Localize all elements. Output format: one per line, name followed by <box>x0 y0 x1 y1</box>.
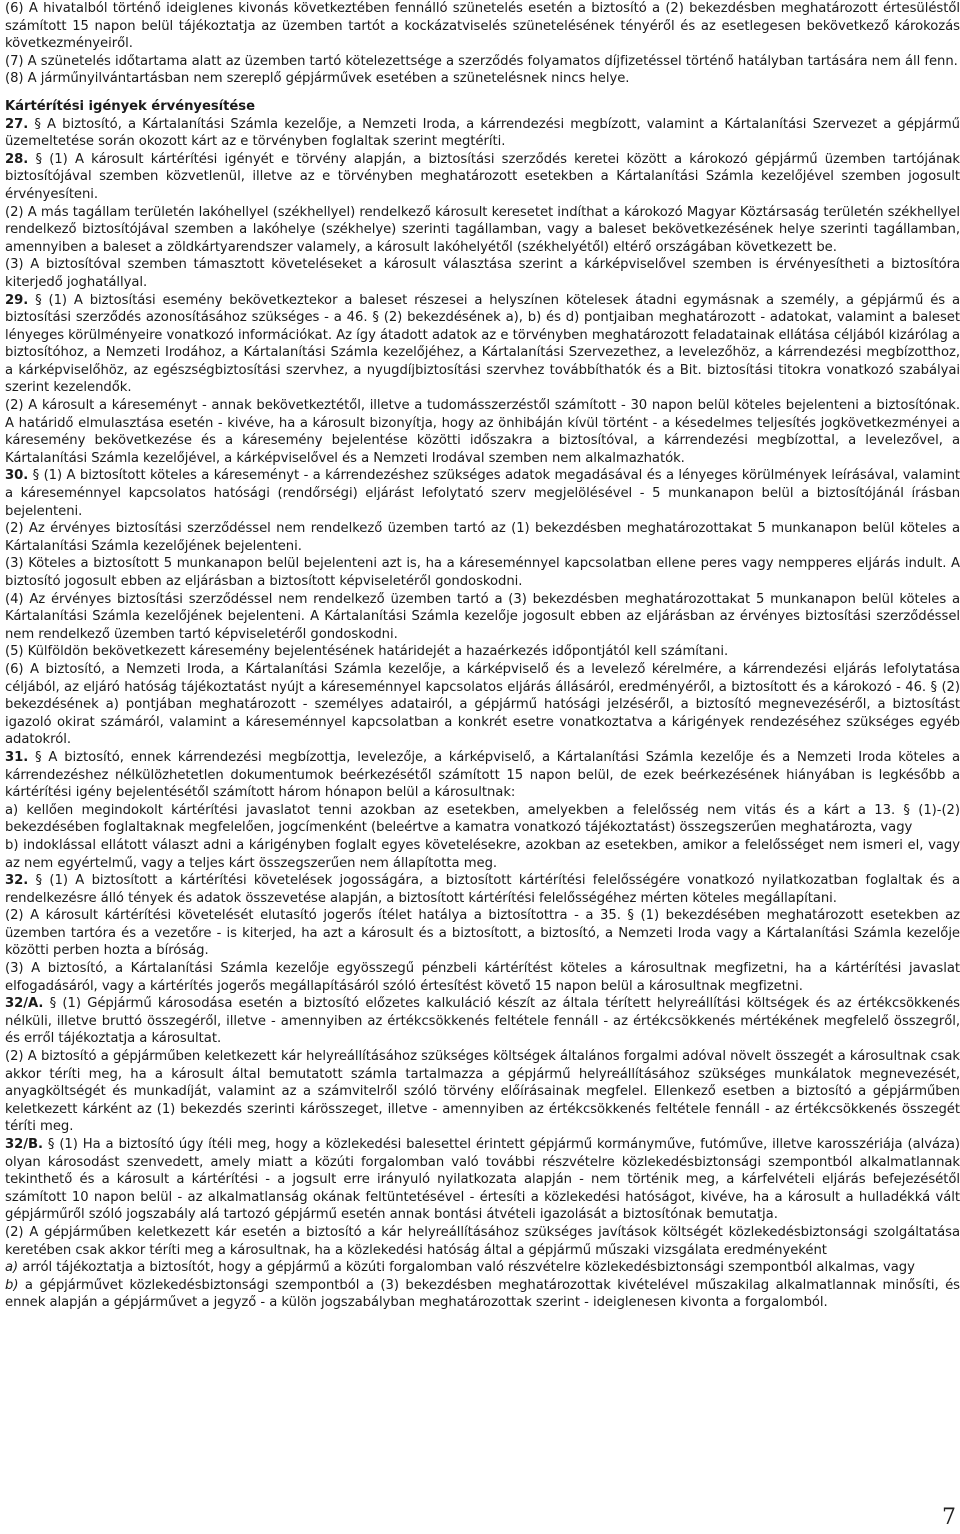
paragraph-text: § (1) A biztosítási esemény bekövetkeztekor a baleset részesei a helyszínen kötelesek átadni egymásnak a személy, a gépjármű és a biztosítási szerződés azonosításához szükséges - a 46. § (2) bekezdésének a), b) és d) pontjaiban meghatározott - adatokat, valamint a baleset lényeges körülményeire vonatkozó információkat. Az így átadott adatok az e törvényben meghatározott feladatainak ellátása céljából kizárólag a biztosítóhoz, a Nemzeti Irodához, a Kártalanítási Számla kezelőjéhez, a Kártalanítási Szervezethez, a levelezőhöz, a kárrendezési megbízotthoz, a kárképviselőhöz, az egészségbiztosítási szervhez, a nyugdíjbiztosítási szervhez továbbíthatók és a Bit. biztosítási titokra vonatkozó szabályai szerint kezelendők. <box>5 292 960 396</box>
paragraph-text: (3) Köteles a biztosított 5 munkanapon belül bejelenteni azt is, ha a káreseménnyel kapcsolatban ellene peres vagy nempperes eljárás indult. A biztosító jogosult ebben az eljárásban a biztosított képviseletéről gondoskodni. <box>5 556 960 589</box>
paragraph <box>5 960 960 995</box>
section-number: 29. <box>5 292 29 308</box>
paragraph-text: (2) A biztosító a gépjárműben keletkezett kár helyreállításához szükséges költségek általános forgalmi adóval növelt összegét a károsultnak csak akkor téríti meg, ha a károsult által bemutatott számla tartalmazza a gépjármű helyreállításához szükséges munkálatok megnevezését, anyagköltségét és munkadíját, valamint az a számvitelről szóló törvény előírásainak megfelel. Ellenkező esetben a biztosító a gépjárműben keletkezett kárként az (1) bekezdés szerinti kárösszeget, illetve - amennyiben az értékcsökkenés feltétele fennáll - az értékcsökkenés összegét téríti meg. <box>5 1049 960 1135</box>
section-number: 30. <box>5 468 29 484</box>
paragraph-text: (4) Az érvényes biztosítási szerződéssel nem rendelkező üzemben tartó a (3) bekezdésben meghatározottakat 5 munkanapon belül köteles a Kártalanítási Számla kezelőjének bejelenteni. A Kártalanítási Számla kezelője jogosult ebben az eljárásban az érvényes biztosítási szerződéssel nem rendelkező üzemben tartó képviseletéről gondoskodni. <box>5 591 960 642</box>
paragraph-text: (8) A járműnyilvántartásban nem szereplő gépjárművek esetében a szünetelésnek nincs helye. <box>5 71 630 87</box>
paragraph-text: (2) A károsult kártérítési követelését elutasító jogerős ítélet hatálya a biztosítottra - a 35. § (1) bekezdésében meghatározott esetekben az üzemben tartóra és a vezetőre - is kiterjed, ha azt a károsult és a biztosított, a biztosító, a Nemzeti Iroda vagy a Kártalanítási Számla kezelője közötti perben hozta a bíróság. <box>5 908 960 959</box>
paragraph <box>5 995 960 1048</box>
paragraph <box>5 1224 960 1259</box>
paragraph-text: (3) A biztosítóval szemben támasztott követeléseket a károsult választása szerint a kárképviselővel szemben is érvényesítheti a biztosítóra kiterjedő joghatállyal. <box>5 257 960 290</box>
paragraph-text: (7) A szünetelés időtartama alatt az üzemben tartó kötelezettsége a szerződés folyamatos díjfizetéssel történő hatályban tartására nem áll fenn. <box>5 53 958 69</box>
paragraph <box>5 802 960 837</box>
paragraph <box>5 1048 960 1136</box>
paragraph <box>5 643 960 661</box>
paragraph <box>5 53 960 71</box>
paragraph-text: § A biztosító, a Kártalanítási Számla kezelője, a Nemzeti Iroda, a kárrendezési megbízott, valamint a Kártalanítási Szervezet a gépjármű üzemeltetése során okozott kárt az e törvényben foglaltak szerint megtéríti. <box>5 116 960 150</box>
paragraph <box>5 204 960 257</box>
paragraph <box>5 591 960 644</box>
section-number: 27. <box>5 116 29 132</box>
paragraph-text: a gépjárművet közlekedésbiztonsági szempontból a (3) bekezdésben meghatározottak kivételével műszakilag alkalmatlannak minősíti, és ennek alapján a gépjárművet a jegyző - a külön jogszabályban meghatározottak szerint - ideiglenesen kivonta a forgalomból. <box>5 1277 960 1311</box>
section-number: 31. <box>5 749 29 765</box>
paragraph <box>5 749 960 802</box>
list-marker: b) <box>5 1277 19 1293</box>
section-number: 32/A. <box>5 996 44 1012</box>
paragraph-text: § (1) Ha a biztosító úgy ítéli meg, hogy a közlekedési balesettel érintett gépjármű kormányműve, futóműve, illetve karosszériája (alváza) olyan károsodást szenvedett, amely miatt a közúti forgalomban való további részvételre közlekedésbiztonsági szempontból alkalmatlannak tekinthető és a károsult a kártérítési - a jogsult erre irányuló nyilatkozata alapján - nem történik meg, a kárfelvételi eljárás befejezésétől számított 10 napon belül - az alkalmatlanság okának feltüntetésével - értesíti a közlekedési hatóságot, kivéve, ha a károsult a hulladékká vált gépjárműről szóló jogszabály alá tartozó gépjármű esetén annak bontási átvételi igazolását a biztosítónak bemutatja. <box>5 1137 960 1223</box>
paragraph <box>5 0 960 53</box>
paragraph <box>5 397 960 467</box>
section-heading: Kártérítési igények érvényesítése <box>5 98 255 114</box>
paragraph-text: (2) A más tagállam területén lakóhellyel (székhellyel) rendelkező károsult keresetet indíthat a károkozó Magyar Köztársaság területén székhellyel rendelkező biztosítójával szemben a lakóhelye (székhelye) szerinti tagállamban, vagy a baleset bekövetkezésének helye szerinti tagállamban, amennyiben a baleset a zöldkártyarendszer valamely, a károsult lakóhelyétől (székhelyétől) eltérő országában következett be. <box>5 204 960 255</box>
paragraph-text: (2) Az érvényes biztosítási szerződéssel nem rendelkező üzemben tartó az (1) bekezdésben meghatározottakat 5 munkanapon belül köteles a Kártalanítási Számla kezelőjének bejelenteni. <box>5 521 960 554</box>
paragraph-text: arról tájékoztatja a biztosítót, hogy a gépjármű a közúti forgalomban való részvételre közlekedésbiztonsági szempontból alkalmas, vagy <box>18 1260 915 1276</box>
paragraph-text: § (1) A károsult kártérítési igényét e törvény alapján, a biztosítási szerződés keretei között a károkozó gépjármű üzemben tartójának biztosítójával szemben közvetlenül, illetve az e törvényben meghatározott esetekben a Kártalanítási Számla kezelőjével szemben jogosult érvényesíteni. <box>5 151 960 202</box>
paragraph-text: b) indoklással ellátott választ adni a kárigényben foglalt egyes követelésekre, azokban az esetekben, amikor a felelősséget nem ismeri el, vagy az nem egyértelmű, vagy a teljes kárt összegszerűen nem állapította meg. <box>5 837 960 871</box>
paragraph <box>5 1136 960 1224</box>
page-number: 7 <box>942 1505 956 1530</box>
paragraph <box>5 837 960 872</box>
paragraph-text: § A biztosító, ennek kárrendezési megbízottja, levelezője, a kárképviselő, a Kártalanítási Számla kezelője és a Nemzeti Iroda köteles a kárrendezéshez nélkülözhetetlen dokumentumok beérkezésétől számított 15 napon belül, de ezek beérkezésének hiányában is legkésőbb a kártérítési igény bejelentésétől számított három hónapon belül a károsultnak: <box>5 749 960 801</box>
section-number: 32/B. <box>5 1137 43 1152</box>
paragraph <box>5 907 960 960</box>
paragraph <box>5 256 960 291</box>
paragraph-text: (5) Külföldön bekövetkezett káresemény bejelentésének határidejét a hazaérkezés időpontjától kell számítani. <box>5 644 729 660</box>
paragraph-text: (2) A gépjárműben keletkezett kár esetén a biztosító a kár helyreállításához szükséges javítások költségét közlekedésbiztonsági szolgáltatása keretében csak akkor téríti meg a károsultnak, ha a közlekedési hatóság által a gépjármű műszaki vizsgálata eredményeként <box>5 1224 960 1258</box>
document-page <box>5 0 960 1312</box>
paragraph-text: (6) A biztosító, a Nemzeti Iroda, a Kártalanítási Számla kezelője, a kárképviselő és a levelező kérelmére, a kárrendezési eljárás lefolytatása céljából, az eljáró hatóság tájékoztatást nyújt a káreseménnyel kapcsolatos eljárás állásáról, eredményéről, a biztosított és a károkozó - 46. § (2) bekezdésének a) pontjában meghatározott - személyes adatairól, a gépjármű hatósági jelzéséről, a biztosító megnevezéséről, a biztosítást igazoló okirat számáról, valamint a káreseménnyel kapcsolatban a konkrét esetre vonatkoztatva a kárigények rendezéséhez szükséges egyéb adatokról. <box>5 661 960 748</box>
paragraph <box>5 292 960 398</box>
paragraph <box>5 467 960 520</box>
paragraph <box>5 116 960 151</box>
paragraph-text: § (1) Gépjármű károsodása esetén a biztosító előzetes kalkuláció készít az általa térített helyreállítási költségek és az értékcsökkenés nélküli, illetve bruttó összegéről, illetve - amennyiben az értékcsökkenés feltétele fennáll - az értékcsökkenés mértékének megfelelő összegről, és erről tájékoztatja a károsultat. <box>5 996 960 1047</box>
paragraph-text: (2) A károsult a káreseményt - annak bekövetkeztétől, illetve a tudomásszerzéstől számított - 30 napon belül köteles bejelenteni a biztosítónak. A határidő elmulasztása esetén - kivéve, ha a károsult bizonyítja, hogy az önhibáján kívül történt - a késedelmes teljesítés jogkövetkezményei a káresemény bekövetkezése és a káresemény bejelentése közötti időszakra a biztosítóval, a kárrendezési megbízottal, a levelezővel, a Kártalanítási Számla kezelőjével, a kárképviselővel és a Nemzeti Irodával szemben nem alkalmazhatók. <box>5 398 960 466</box>
paragraph <box>5 520 960 555</box>
paragraph <box>5 872 960 907</box>
paragraph-text: (6) A hivatalból történő ideiglenes kivonás következtében fennálló szünetelés esetén a biztosító a (2) bekezdésben meghatározott értesüléstől számított 15 napon belül tájékoztatja az üzemben tartót a kockázatviselés szünetelésének tényéről és az esetlegesen bekövetkező károkozás következményeiről. <box>5 1 960 52</box>
paragraph-text: § (1) A biztosított köteles a káreseményt - a kárrendezéshez szükséges adatok megadásával és a lényeges körülmények leírásával, valamint a káreseménnyel kapcsolatos hatósági (rendőrségi) eljárást lefolytató szerv megjelölésével - 5 munkanapon belül a biztosítójánál írásban bejelenteni. <box>5 468 960 519</box>
section-number: 32. <box>5 873 29 889</box>
paragraph <box>5 1277 960 1312</box>
paragraph <box>5 70 960 88</box>
paragraph-text: § (1) A biztosított a kártérítési követelések jogosságára, a biztosított kártérítési felelősségére vonatkozó nyilatkozatban foglaltak és a rendelkezésre álló tények és adatok összevetése alapján, a biztosított kártérítési felelősségéhez mérten köteles megállapítani. <box>5 873 960 906</box>
paragraph-text: a) kellően megindokolt kártérítési javaslatot tenni azokban az esetekben, amelyekben a felelősség nem vitás és a kárt a 13. § (1)-(2) bekezdésében foglaltaknak megfelelően, jogcímenként (beleértve a kamatra vonatkozó tájékoztatást) összegszerűen meghatározta, vagy <box>5 802 960 836</box>
list-marker: a) <box>5 1260 19 1276</box>
paragraph <box>5 1259 960 1277</box>
section-number: 28. <box>5 151 29 167</box>
paragraph <box>5 151 960 204</box>
paragraph <box>5 555 960 590</box>
paragraph-text: (3) A biztosító, a Kártalanítási Számla kezelője egyösszegű pénzbeli kártérítést köteles a károsultnak megfizetni, ha a kártérítési javaslat elfogadásáról, vagy a kártérítés jogerős megállapításáról szóló értesítést követő 15 napon belül a károsultnak megfizetni. <box>5 961 960 994</box>
paragraph <box>5 661 960 749</box>
